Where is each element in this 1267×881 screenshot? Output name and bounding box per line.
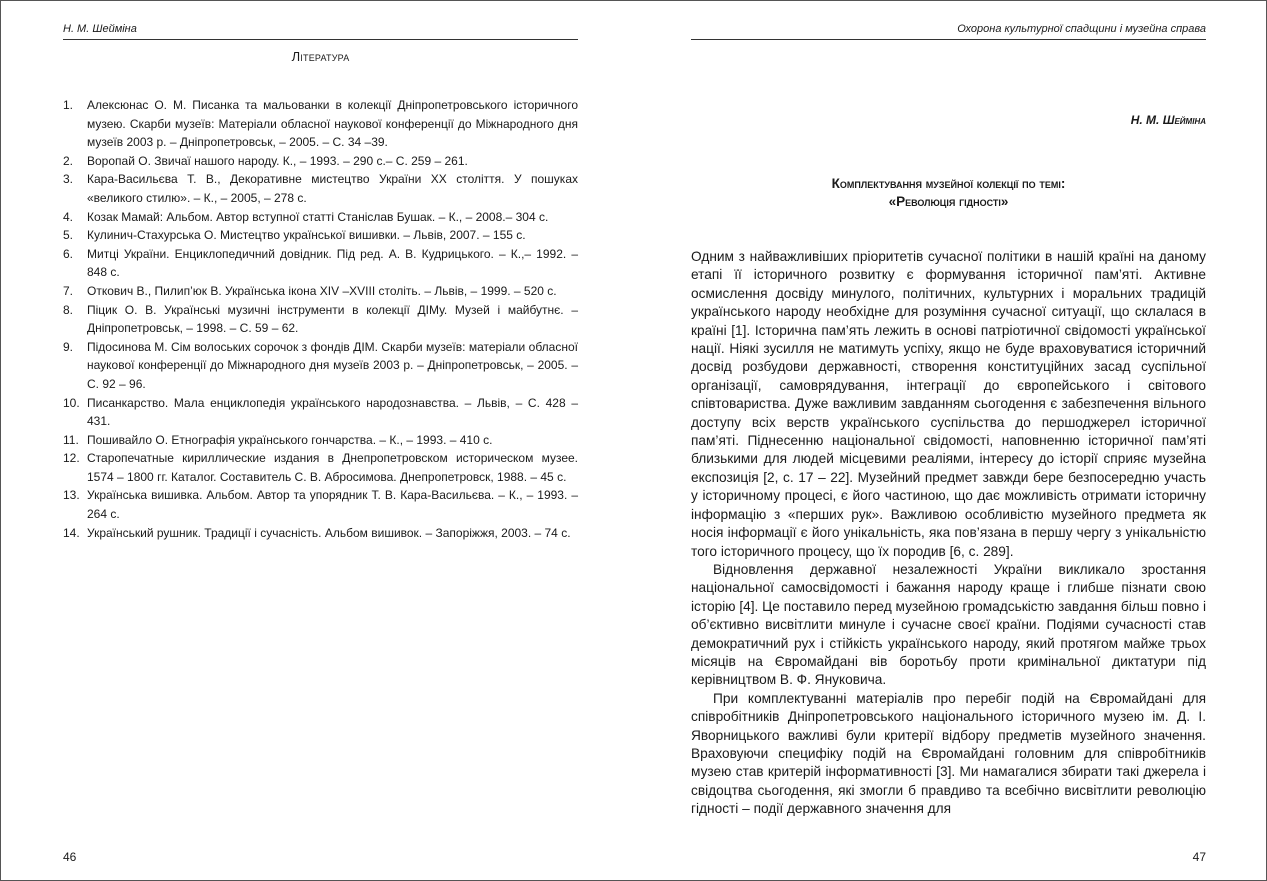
reference-text: Козак Мамай: Альбом. Автор вступної статті Станіслав Бушак. – К., – 2008.– 304 с.: [87, 209, 549, 224]
reference-number: 7.: [63, 283, 74, 298]
reference-item: [63, 245, 578, 282]
body-paragraph: Відновлення державної незалежності України викликало зростання національної самосвідомості і бажання народу краще і глибше пізнати свою історію [4]. Це поставило перед музейною громадськістю завдання більш повно і об’єктивно висвітлити минуле і сучасне своєї країни. Подіями сучасності став демократичний рух і стійкість українського народу, який протягом майже трьох місяців на Євромайдані вів боротьбу проти кримінальної диктатури під керівництвом В. Ф. Януковича.: [691, 561, 1206, 688]
article-title-line-2: «Революція гідності»: [888, 194, 1009, 209]
reference-item: [63, 208, 578, 227]
reference-item: [63, 301, 578, 338]
reference-text: Піцик О. В. Українські музичні інструменти в колекції ДІМу. Музей і майбутнє. – Дніпропетровськ, – 1998. – С. 59 – 62.: [87, 302, 578, 336]
reference-text: Пошивайло О. Етнографія українського гончарства. – К., – 1993. – 410 с.: [87, 432, 493, 447]
right-page: [691, 1, 1206, 880]
reference-number: 1.: [63, 98, 74, 112]
left-page: [63, 1, 578, 880]
reference-item: [63, 282, 578, 301]
reference-item: [63, 449, 578, 486]
reference-item: [63, 431, 578, 450]
reference-text: Українська вишивка. Альбом. Автор та упорядник Т. В. Кара-Васильєва. – К., – 1993. – 264 с.: [87, 488, 578, 522]
article-body: [691, 248, 1206, 819]
reference-text: Откович В., Пилип’юк В. Українська ікона XIV –XVIII століть. – Львів, – 1999. – 520 с.: [87, 283, 557, 298]
body-paragraph: При комплектуванні матеріалів про перебіг подій на Євромайдані для співробітників Дніпропетровського національного історичного музею ім. Д. І. Яворницького важливі були критерії відбору предметів музейного значення. Враховуючи специфіку подій на Євромайдані головним для співробітників музею став критерій інформативності [3]. Ми намагалися збирати такі джерела і свідоцтва сьогодення, які змогли б правдиво та всебічно висвітлити революцію гідності – події державного значення для: [691, 690, 1206, 817]
reference-item: [63, 152, 578, 171]
reference-text: Кулинич-Стахурська О. Мистецтво української вишивки. – Львів, 2007. – 155 с.: [87, 228, 526, 243]
page-number-left: 46: [63, 850, 77, 864]
reference-number: 5.: [63, 228, 74, 243]
reference-number: 13.: [63, 488, 80, 503]
reference-item: [63, 96, 578, 152]
reference-text: Митці України. Енциклопедичний довідник. Під ред. А. В. Кудрицького. – К.,– 1992. – 848 с.: [87, 246, 578, 280]
reference-item: [63, 486, 578, 523]
reference-text: Кара-Васильєва Т. В., Декоративне мистецтво України ХХ століття. У пошуках «великого стилю». – К., – 2005, – 278 с.: [87, 172, 578, 205]
left-running-head: Н. М. Шейміна: [63, 22, 578, 40]
reference-number: 9.: [63, 339, 74, 354]
reference-text: Писанкарство. Мала енциклопедія українського народознавства. – Львів, – С. 428 – 431.: [87, 395, 578, 429]
reference-number: 11.: [63, 432, 79, 447]
reference-text: Алексюнас О. М. Писанка та мальованки в колекції Дніпропетровського історичного музею. Скарби музеїв: Матеріали обласної наукової конференції до Міжнародного дня музеїв 2003 р. – Дніпропетровськ, – 2005. – С. 34 –39.: [87, 98, 578, 150]
article-title: [691, 175, 1206, 211]
reference-number: 14.: [63, 525, 80, 540]
references-title: Література: [291, 49, 350, 64]
reference-item: [63, 394, 578, 431]
reference-list: [63, 96, 578, 542]
reference-number: 8.: [63, 302, 74, 317]
page-number-right: 47: [1192, 850, 1206, 864]
body-paragraph: Одним з найважливіших пріоритетів сучасної політики в нашій країні на даному етапі її історичного розвитку є формування історичної пам’яті. Активне осмислення досвіду минулого, політичних, культурних і моральних традицій українського народу необхідне для розуміння сучасної ситуації, що склалася в країні [1]. Історична пам’ять лежить в основі патріотичної свідомості української нації. Ніякі зусилля не матимуть успіху, якщо не буде враховуватися історичний досвід розбудови державності, створення конституційних засад суспільної організації, самоврядування, інтеграції до європейського і світового співтовариства. Дуже важливим завданням сьогодення є забезпечення вільного доступу всіх верств українського суспільства до першоджерел історичної пам’яті. Піднесенню національної свідомості, наповненню історичної пам’яті близькими для людей місцевими реаліями, інтересу до історії сприяє музейна експозиція [2, с. 17 – 22]. Музейний предмет завжди бере безпосередню участь у історичному процесі, є його частиною, що дає можливість отримати історичну інформацію з «перших рук». Важливою особливістю музейного предмета як носія інформації є його унікальність, яка пов’язана в першу чергу з унікальністю того історичного процесу, що їх породив [6, с. 289].: [691, 249, 1206, 559]
article-author: Н. М. Шейміна: [1130, 113, 1206, 127]
reference-number: 6.: [63, 246, 74, 261]
reference-number: 3.: [63, 172, 74, 187]
article-title-line-1: Комплектування музейної колекції по темі:: [831, 176, 1066, 191]
reference-item: [63, 170, 578, 207]
reference-item: [63, 524, 578, 543]
reference-item: [63, 338, 578, 394]
reference-text: Український рушник. Традиції і сучасність. Альбом вишивок. – Запоріжжя, 2003. – 74 с.: [87, 525, 571, 540]
reference-number: 4.: [63, 209, 74, 224]
reference-text: Підосинова М. Сім волоських сорочок з фондів ДІМ. Скарби музеїв: матеріали обласної наукової конференції до Міжнародного дня музеїв 2003 р. – Дніпропетровськ, – 2005. – С. 92 – 96.: [87, 339, 578, 391]
reference-item: [63, 226, 578, 245]
reference-number: 12.: [63, 451, 80, 466]
right-running-head: Охорона культурної спадщини і музейна справа: [691, 22, 1206, 40]
reference-text: Воропай О. Звичаї нашого народу. К., – 1993. – 290 с.– С. 259 – 261.: [87, 153, 468, 168]
reference-number: 10.: [63, 395, 80, 410]
reference-number: 2.: [63, 153, 74, 168]
reference-text: Старопечатные кириллические издания в Днепропетровском историческом музее. 1574 – 1800 гг. Каталог. Составитель С. В. Абросимова. Днепропетровск, 1988. – 45 с.: [87, 451, 578, 484]
